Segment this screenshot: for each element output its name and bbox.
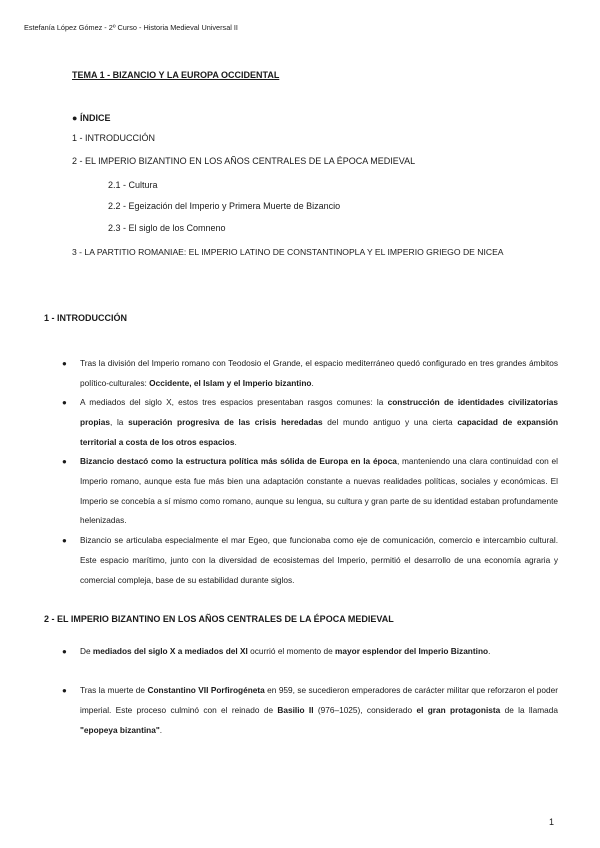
bullet-icon: ● — [62, 536, 67, 545]
toc-item: 2 - EL IMPERIO BIZANTINO EN LOS AÑOS CENTRALES DE LA ÉPOCA MEDIEVAL — [72, 156, 416, 166]
page-number: 1 — [549, 817, 555, 827]
paragraph: Tras la muerte de Constantino VII Porfirogéneta en 959, se sucedieron emperadores de carácter militar que reforzaron el poder imperial. Este proceso culminó con el reinado de Basilio II (976–1025), considerado el gran protagonista de la llamada "epopeya bizantina". — [80, 685, 559, 735]
toc-subitem: 2.2 - Egeización del Imperio y Primera Muerte de Bizancio — [108, 201, 341, 211]
bullet-icon: ● — [62, 686, 67, 695]
document-title: TEMA 1 - BIZANCIO Y LA EUROPA OCCIDENTAL — [72, 70, 280, 80]
paragraph: Tras la división del Imperio romano con Teodosio el Grande, el espacio mediterráneo quedó configurado en tres grandes ámbitos político-culturales: Occidente, el Islam y el Imperio bizantino. — [80, 358, 558, 388]
paragraph: Bizancio se articulaba especialmente el mar Egeo, que funcionaba como eje de comunicación, comercio e intercambio cultural. Este espacio marítimo, junto con la diversidad de ecosistemas del Imperio, permitió el desarrollo de una economía agraria y comercial compleja, base de su estabilidad durante siglos. — [80, 535, 558, 585]
paragraph: De mediados del siglo X a mediados del XI ocurrió el momento de mayor esplendor del Imperio Bizantino. — [80, 646, 491, 656]
index-label: ÍNDICE — [79, 113, 111, 123]
bullet-icon: ● — [62, 359, 67, 368]
bullet-icon: ● — [62, 457, 67, 466]
section-heading: 2 - EL IMPERIO BIZANTINO EN LOS AÑOS CENTRALES DE LA ÉPOCA MEDIEVAL — [44, 614, 394, 624]
toc-subitem: 2.1 - Cultura — [108, 180, 158, 190]
toc-item: 3 - LA PARTITIO ROMANIAE: EL IMPERIO LATINO DE CONSTANTINOPLA Y EL IMPERIO GRIEGO DE NICEA — [72, 247, 504, 257]
paragraph: Bizancio destacó como la estructura política más sólida de Europa en la época, manteniendo una clara continuidad con el Imperio romano, aunque esta fue más bien una adaptación constante a nuevas realidades políticas, sociales y económicas. El Imperio se concebía a sí mismo como romano, aunque su lengua, su cultura y gran parte de su identidad estaban profundamente helenizadas. — [80, 456, 558, 526]
paragraph: A mediados del siglo X, estos tres espacios presentaban rasgos comunes: la construcción de identidades civilizatorias propias, la superación progresiva de las crisis heredadas del mundo antiguo y una cierta capacidad de expansión territorial a costa de los otros espacios. — [80, 397, 559, 447]
bullet-icon: ● — [62, 398, 67, 407]
bullet-icon: ● — [62, 647, 67, 656]
toc-subitem: 2.3 - El siglo de los Comneno — [108, 223, 226, 233]
section-heading: 1 - INTRODUCCIÓN — [44, 313, 127, 323]
toc-item: 1 - INTRODUCCIÓN — [72, 133, 155, 143]
index-heading — [72, 113, 110, 123]
bullet-icon: ● — [72, 113, 78, 123]
page-header: Estefanía López Gómez - 2º Curso - Historia Medieval Universal II — [24, 23, 238, 32]
